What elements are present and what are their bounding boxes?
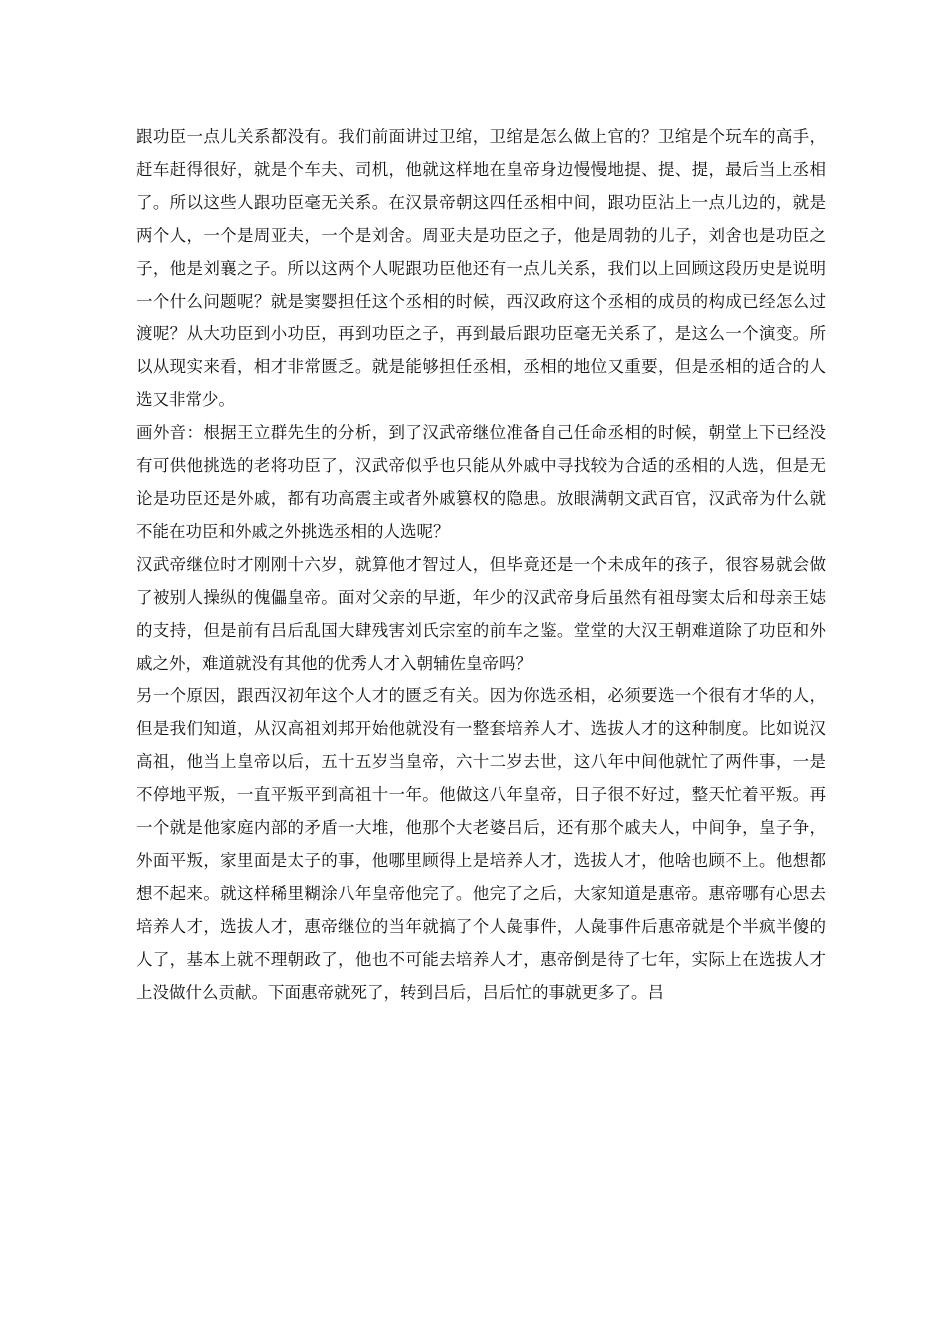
paragraph-3: 汉武帝继位时才刚刚十六岁，就算他才智过人，但毕竟还是一个未成年的孩子，很容易就会做了被别人操纵的傀儡皇帝。面对父亲的早逝，年少的汉武帝身后虽然有祖母窦太后和母亲王娡的支持，但是前有吕后乱国大肆残害刘氏宗室的前车之鉴。堂堂的大汉王朝难道除了功臣和外戚之外，难道就没有其他的优秀人才入朝辅佐皇帝吗？ [136,554,826,673]
paragraph-4: 另一个原因，跟西汉初年这个人才的匮乏有关。因为你选丞相，必须要选一个很有才华的人，但是我们知道，从汉高祖刘邦开始他就没有一整套培养人才、选拔人才的这种制度。比如说汉高祖，他当上皇帝以后，五十五岁当皇帝，六十二岁去世，这八年中间他就忙了两件事，一是不停地平叛，一直平叛平到高祖十一年。他做这八年皇帝，日子很不好过，整天忙着平叛。再一个就是他家庭内部的矛盾一大堆，他那个大老婆吕后，还有那个戚夫人，中间争，皇子争，外面平叛，家里面是太子的事，他哪里顾得上是培养人才，选拔人才，他啥也顾不上。他想都想不起来。就这样稀里糊涂八年皇帝他完了。他完了之后，大家知道是惠帝。惠帝哪有心思去培养人才，选拔人才，惠帝继位的当年就搞了个人彘事件，人彘事件后惠帝就是个半疯半傻的人了，基本上就不理朝政了，他也不可能去培养人才，惠帝倒是待了七年，实际上在选拔人才上没做什么贡献。下面惠帝就死了，转到吕后，吕后忙的事就更多了。吕 [136,686,826,1002]
paragraph-1: 跟功臣一点儿关系都没有。我们前面讲过卫绾，卫绾是怎么做上官的？卫绾是个玩车的高手，赶车赶得很好，就是个车夫、司机，他就这样地在皇帝身边慢慢地提、提、提，最后当上丞相了。所以这些人跟功臣毫无关系。在汉景帝朝这四任丞相中间，跟功臣沾上一点儿边的，就是两个人，一个是周亚夫，一个是刘舍。周亚夫是功臣之子，他是周勃的儿子，刘舍也是功臣之子，他是刘襄之子。所以这两个人呢跟功臣他还有一点儿关系，我们以上回顾这段历史是说明一个什么问题呢？就是窦婴担任这个丞相的时候，西汉政府这个丞相的成员的构成已经怎么过渡呢？从大功臣到小功臣，再到功臣之子，再到最后跟功臣毫无关系了，是这么一个演变。所以从现实来看，相才非常匮乏。就是能够担任丞相，丞相的地位又重要，但是丞相的适合的人选又非常少。 [136,127,826,410]
document-page [136,121,826,1009]
paragraph-2: 画外音：根据王立群先生的分析，到了汉武帝继位准备自己任命丞相的时候，朝堂上下已经没有可供他挑选的老将功臣了，汉武帝似乎也只能从外戚中寻找较为合适的丞相的人选，但是无论是功臣还是外戚，都有功高震主或者外戚篡权的隐患。放眼满朝文武百官，汉武帝为什么就不能在功臣和外戚之外挑选丞相的人选呢？ [136,423,826,541]
